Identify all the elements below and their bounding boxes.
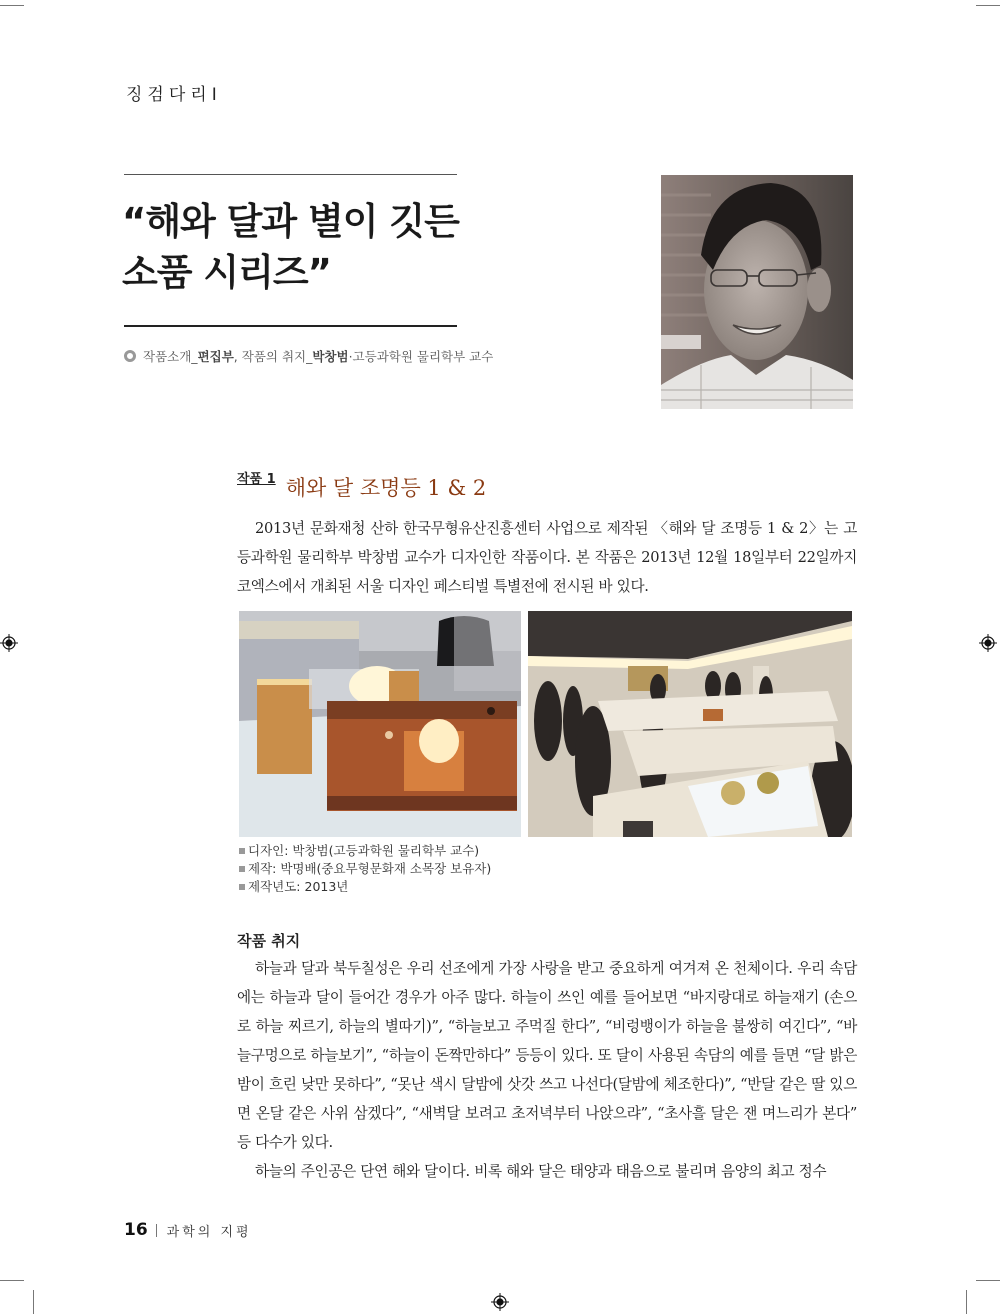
footer-separator [156, 1224, 157, 1237]
credits-affiliation: ·고등과학원 물리학부 교수 [348, 349, 494, 364]
registration-mark-icon [491, 1293, 509, 1311]
article-title [122, 196, 482, 298]
crop-mark [33, 1290, 34, 1314]
intent-paragraph-2: 하늘의 주인공은 단연 해와 달이다. 비록 해와 달은 태양과 태음으로 불리며 음양의 최고 정수 [255, 1163, 827, 1180]
registration-mark-icon [0, 634, 18, 652]
intent-heading: 작품 취지 [237, 932, 301, 950]
crop-mark [966, 1290, 967, 1314]
crop-mark [0, 5, 24, 6]
crop-mark [976, 1280, 1000, 1281]
square-bullet-icon [239, 848, 245, 854]
caption-item: 디자인: 박창범(고등과학원 물리학부 교수) [239, 842, 491, 860]
title-rule-bottom [124, 325, 457, 327]
caption-item: 제작: 박명배(중요무형문화재 소목장 보유자) [239, 860, 491, 878]
circle-bullet-icon [124, 350, 136, 362]
page-number: 16 [124, 1220, 148, 1240]
crop-mark [0, 1280, 24, 1281]
lamp-photo [239, 611, 521, 837]
work-title: 해와 달 조명등 1 & 2 [285, 476, 487, 500]
square-bullet-icon [239, 884, 245, 890]
intent-paragraph-1: 하늘과 달과 북두칠성은 우리 선조에게 가장 사랑을 받고 중요하게 여겨져 온 천체이다. 우리 속담에는 하늘과 달이 들어간 경우가 아주 많다. 하늘이 쓰인 예를 들어보면 “바지랑대로 하늘재기 (손으로 하늘 찌르기, 하늘의 별따기)”, “하늘보고 주먹질 한다”, “비렁뱅이가 하늘을 불쌍히 여긴다”, “바늘구멍으로 하늘보기”, “하늘이 돈짝만하다” 등등이 있다. 또 달이 사용된 속담의 예를 들면 “달 밝은 밤이 흐린 낮만 못하다”, “못난 색시 달밤에 삿갓 쓰고 나선다(달밤에 체조한다)”, “반달 같은 딸 있으면 온달 같은 사위 삼겠다”, “새벽달 보려고 초저녁부터 나앉으랴”, “초사흘 달은 잰 며느리가 본다” 등 다수가 있다. [237, 960, 857, 1151]
page-footer [124, 1220, 252, 1240]
credits-editor: 편집부 [197, 349, 234, 364]
credits-part3: , 작품의 취지_ [233, 349, 313, 364]
registration-mark-icon [979, 634, 997, 652]
credits-part1: 작품소개_ [143, 349, 198, 364]
title-rule-top [124, 174, 457, 175]
exhibition-photo [528, 611, 852, 837]
work-number: 작품 1 [237, 472, 276, 487]
article-credits [124, 347, 493, 365]
credits-author: 박창범 [312, 349, 349, 364]
magazine-name: 과학의 지평 [166, 1224, 252, 1240]
photo-captions [239, 842, 491, 896]
work-intro-paragraph: 2013년 문화재청 산하 한국무형유산진흥센터 사업으로 제작된 〈해와 달 조명등 1 & 2〉는 고등과학원 물리학부 박창범 교수가 디자인한 작품이다. 본 작품은 2013년 12월 18일부터 22일까지 코엑스에서 개최된 서울 디자인 페스티벌 특별전에 전시된 바 있다. [237, 520, 857, 595]
caption-item: 제작년도: 2013년 [239, 878, 491, 896]
square-bullet-icon [239, 866, 245, 872]
title-line-1: “해와 달과 별이 깃든 [122, 200, 459, 243]
crop-mark [976, 5, 1000, 6]
work-intro [237, 514, 857, 601]
author-portrait [661, 175, 853, 409]
work-heading [237, 466, 486, 502]
title-line-2: 소품 시리즈” [122, 251, 331, 294]
section-label: 징검다리Ⅰ [126, 85, 222, 105]
intent-body [237, 954, 857, 1186]
